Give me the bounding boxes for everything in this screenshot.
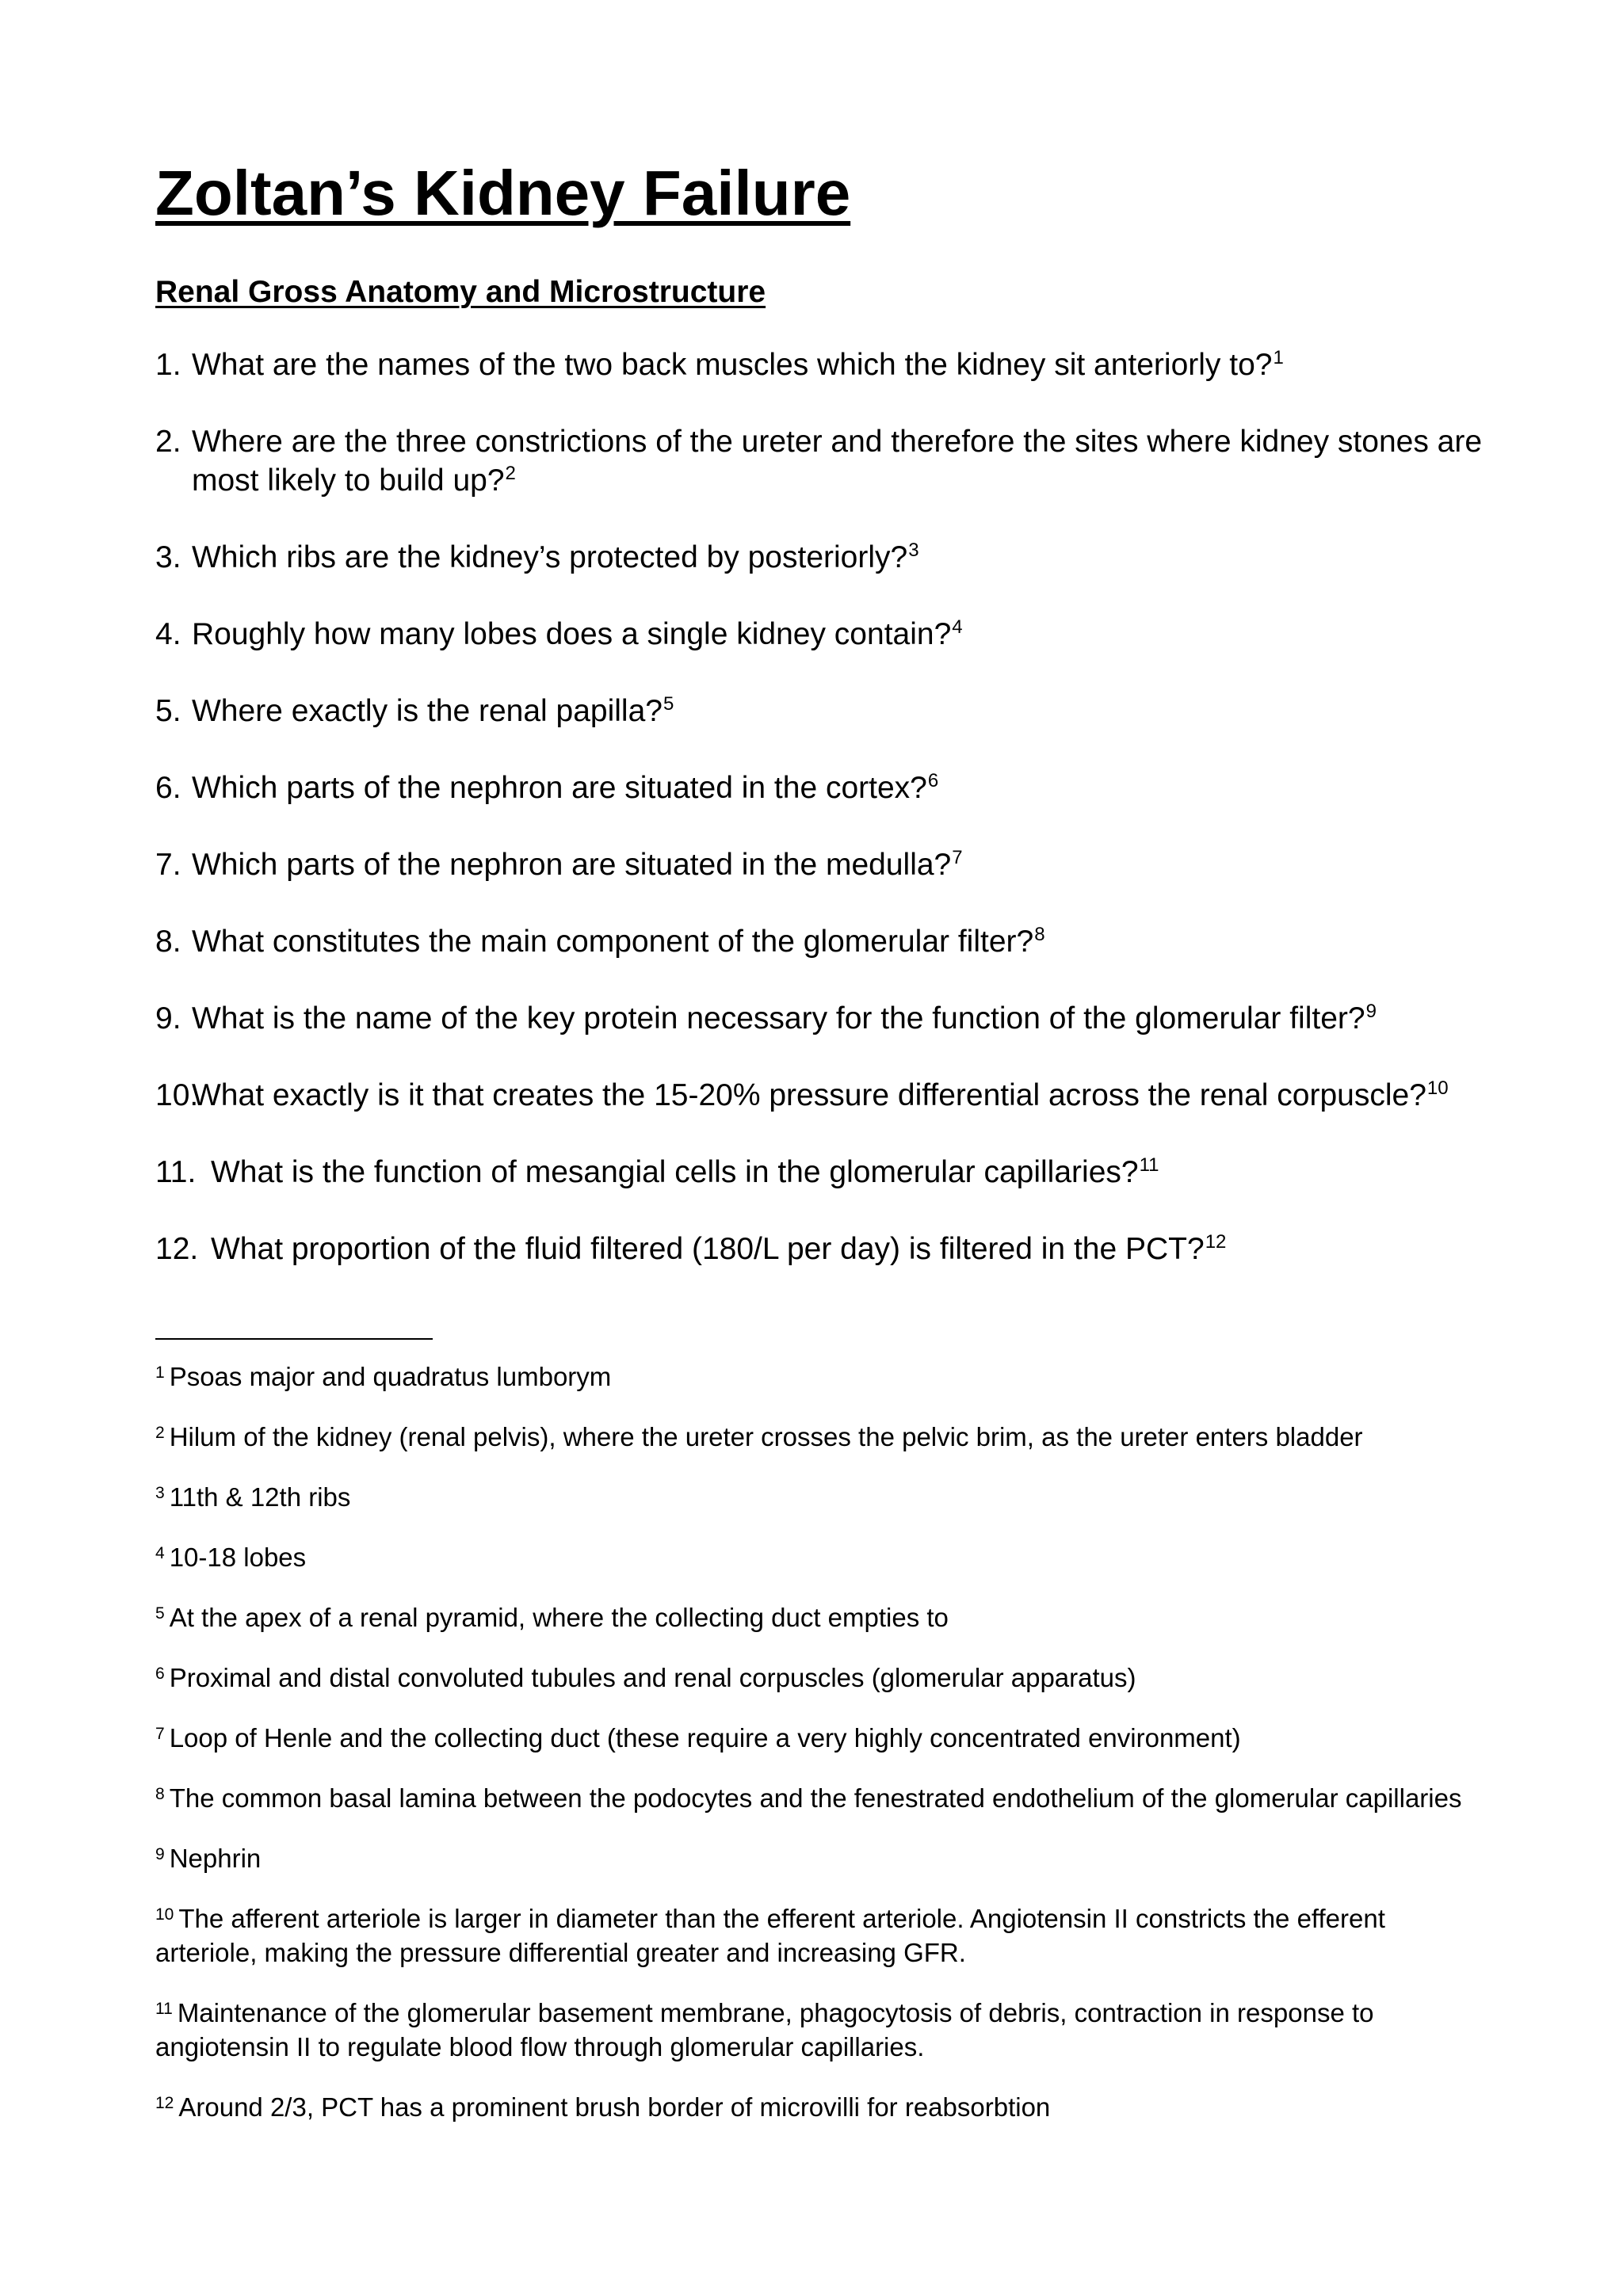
footnote-item [155, 1420, 1487, 1454]
question-number: 4. [155, 617, 181, 651]
question-number: 12. [155, 1232, 199, 1266]
footnote-number: 11 [155, 2000, 173, 2018]
footnote-number: 3 [155, 1484, 165, 1502]
question-text: Where exactly is the renal papilla? [192, 694, 663, 728]
question-number: 7. [155, 848, 181, 882]
footnote-ref[interactable]: 7 [952, 847, 963, 868]
footnote-ref[interactable]: 8 [1034, 924, 1045, 945]
footnote-text: Nephrin [169, 1844, 262, 1873]
question-item [155, 845, 1487, 884]
footnote-text: Around 2/3, PCT has a prominent brush border of microvilli for reabsorbtion [178, 2092, 1051, 2122]
footnote-item [155, 1996, 1487, 2064]
question-number: 9. [155, 1001, 181, 1035]
question-text: What proportion of the fluid filtered (180/L per day) is filtered in the PCT? [211, 1232, 1205, 1266]
question-item [155, 345, 1487, 384]
footnote-list [155, 1360, 1487, 2150]
question-number: 8. [155, 925, 181, 959]
footnote-item [155, 1841, 1487, 1875]
footnote-item [155, 1661, 1487, 1695]
question-text: What is the function of mesangial cells in the glomerular capillaries? [211, 1155, 1139, 1189]
footnote-divider [155, 1338, 433, 1340]
footnote-ref[interactable]: 10 [1426, 1077, 1449, 1099]
footnote-ref[interactable]: 1 [1273, 347, 1284, 368]
question-item [155, 1076, 1487, 1115]
question-text: What exactly is it that creates the 15-20% pressure differential across the renal corpuscle? [192, 1078, 1426, 1112]
question-number: 11. [155, 1155, 197, 1189]
footnote-number: 4 [155, 1544, 165, 1562]
footnote-number: 6 [155, 1665, 165, 1683]
footnote-number: 5 [155, 1604, 165, 1623]
footnote-ref[interactable]: 3 [908, 540, 919, 561]
footnote-ref[interactable]: 12 [1205, 1231, 1227, 1253]
footnote-ref[interactable]: 5 [663, 693, 674, 715]
question-item [155, 922, 1487, 961]
footnote-item [155, 2090, 1487, 2124]
footnote-number: 8 [155, 1785, 165, 1803]
document-title: Zoltan’s Kidney Failure [155, 158, 851, 228]
footnote-text: Psoas major and quadratus lumborym [169, 1362, 612, 1391]
question-text: What is the name of the key protein necessary for the function of the glomerular filter? [192, 1001, 1365, 1035]
footnote-text: Loop of Henle and the collecting duct (these require a very highly concentrated environment) [169, 1723, 1241, 1753]
question-text: Which parts of the nephron are situated in the cortex? [192, 771, 927, 805]
question-number: 10. [155, 1078, 199, 1112]
question-text: Which parts of the nephron are situated in the medulla? [192, 848, 952, 882]
footnote-number: 7 [155, 1725, 165, 1743]
footnote-text: Proximal and distal convoluted tubules and renal corpuscles (glomerular apparatus) [169, 1663, 1136, 1692]
footnote-item [155, 1600, 1487, 1634]
footnote-text: At the apex of a renal pyramid, where the collecting duct empties to [169, 1603, 949, 1632]
footnote-text: The afferent arteriole is larger in diameter than the efferent arteriole. Angiotensin II constricts the efferent arteriole, making the pressure differential greater and increasing GFR. [155, 1904, 1385, 1967]
footnote-item [155, 1480, 1487, 1514]
footnote-text: 11th & 12th ribs [169, 1482, 351, 1512]
footnote-ref[interactable]: 11 [1139, 1154, 1159, 1176]
footnote-number: 10 [155, 1905, 174, 1924]
footnote-item [155, 1721, 1487, 1755]
footnote-item [155, 1781, 1487, 1815]
question-number: 1. [155, 348, 181, 382]
footnote-ref[interactable]: 6 [927, 770, 939, 791]
question-item [155, 692, 1487, 730]
footnote-ref[interactable]: 4 [952, 616, 963, 638]
footnote-number: 12 [155, 2094, 174, 2112]
question-item [155, 1153, 1487, 1192]
footnote-text: Maintenance of the glomerular basement membrane, phagocytosis of debris, contraction in response to angiotensin II to regulate blood flow through glomerular capillaries. [155, 1998, 1374, 2061]
question-number: 2. [155, 425, 181, 459]
question-item [155, 769, 1487, 807]
footnote-item [155, 1901, 1487, 1970]
question-text: What are the names of the two back muscles which the kidney sit anteriorly to? [192, 348, 1273, 382]
question-number: 6. [155, 771, 181, 805]
footnote-text: 10-18 lobes [169, 1543, 307, 1572]
question-item [155, 1230, 1487, 1268]
question-text: Roughly how many lobes does a single kidney contain? [192, 617, 952, 651]
question-item [155, 999, 1487, 1038]
footnote-number: 1 [155, 1363, 165, 1382]
footnote-ref[interactable]: 2 [505, 463, 516, 484]
question-item [155, 615, 1487, 654]
question-text: What constitutes the main component of the glomerular filter? [192, 925, 1034, 959]
question-number: 3. [155, 540, 181, 574]
question-text: Which ribs are the kidney’s protected by posteriorly? [192, 540, 908, 574]
footnote-item [155, 1540, 1487, 1574]
footnote-text: The common basal lamina between the podocytes and the fenestrated endothelium of the glomerular capillaries [169, 1783, 1462, 1813]
question-text: Where are the three constrictions of the ureter and therefore the sites where kidney stones are most likely to build up? [192, 425, 1483, 498]
footnote-number: 9 [155, 1845, 165, 1863]
footnote-number: 2 [155, 1424, 165, 1442]
question-number: 5. [155, 694, 181, 728]
question-item [155, 538, 1487, 577]
question-list [155, 345, 1487, 1306]
footnote-item [155, 1360, 1487, 1394]
footnote-ref[interactable]: 9 [1365, 1001, 1377, 1022]
section-heading: Renal Gross Anatomy and Microstructure [155, 275, 766, 309]
question-item [155, 422, 1487, 500]
footnote-text: Hilum of the kidney (renal pelvis), where the ureter crosses the pelvic brim, as the ureter enters bladder [169, 1422, 1363, 1451]
